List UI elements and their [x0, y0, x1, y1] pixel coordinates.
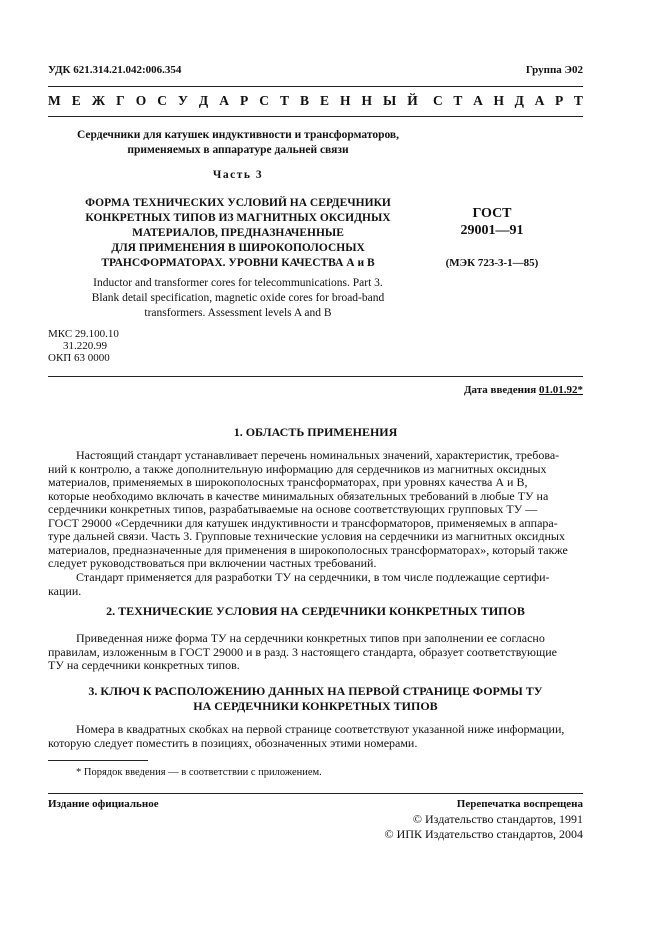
paragraph-line: Настоящий стандарт устанавливает перечень номинальных значений, характеристик, требова- [76, 448, 560, 462]
english-title [48, 276, 428, 321]
gost-number: 29001—91 [460, 223, 524, 238]
english-title-line: Blank detail specification, magnetic oxide cores for broad-band [91, 292, 385, 304]
subtitle-line-2: применяемых в аппаратуре дальней связи [127, 144, 349, 156]
footer-rule [48, 793, 583, 794]
title-line: КОНКРЕТНЫХ ТИПОВ ИЗ МАГНИТНЫХ ОКСИДНЫХ [85, 212, 391, 224]
paragraph-line: которую следует поместить в позициях, обозначенных этими номерами. [48, 735, 418, 750]
paragraph-line: правилам, изложенным в ГОСТ 29000 и в разд. 3 настоящего стандарта, образует соответствующие [48, 644, 557, 659]
section-3-title-line-2: НА СЕРДЕЧНИКИ КОНКРЕТНЫХ ТИПОВ [193, 699, 438, 713]
english-title-line: transformers. Assessment levels A and B [144, 307, 332, 319]
subtitle-line-1: Сердечники для катушек индуктивности и трансформаторов, [76, 129, 400, 141]
gost-designation [432, 205, 552, 239]
paragraph-line: ТУ на сердечники конкретных типов. [48, 658, 240, 672]
title-line: МАТЕРИАЛОВ, ПРЕДНАЗНАЧЕННЫЕ [132, 227, 344, 239]
document-title [48, 196, 428, 271]
standard-banner [48, 93, 583, 109]
section-1-title: 1. ОБЛАСТЬ ПРИМЕНЕНИЯ [233, 425, 398, 439]
mks-code-2: 31.220.99 [63, 340, 107, 352]
mks-code: МКС 29.100.10 [48, 328, 119, 340]
section-2-title: 2. ТЕХНИЧЕСКИЕ УСЛОВИЯ НА СЕРДЕЧНИКИ КОНКРЕТНЫХ ТИПОВ [106, 604, 525, 618]
reprint-notice: Перепечатка воспрещена [456, 798, 583, 810]
paragraph-line: материалов, предназначенные для применения в широкополосных трансформаторах», который также [48, 542, 568, 557]
paragraph-line: ГОСТ 29000 «Сердечники для катушек индуктивности и трансформаторов, применяемых в аппара- [48, 515, 558, 530]
section-3-title [48, 684, 583, 714]
okp-code: ОКП 63 0000 [48, 352, 110, 364]
section-2-paragraph [48, 632, 583, 673]
copyright-line-1: © Издательство стандартов, 1991 [412, 812, 583, 826]
group-code: Группа Э02 [525, 64, 583, 76]
classification-codes [48, 328, 119, 364]
iec-reference: (МЭК 723-3-1—85) [445, 257, 539, 269]
gost-label: ГОСТ [472, 206, 512, 221]
title-line: ТРАНСФОРМАТОРАХ. УРОВНИ КАЧЕСТВА А и В [101, 257, 375, 269]
paragraph-line: Стандарт применяется для разработки ТУ на сердечники, в том числе подлежащие сертифи- [76, 570, 550, 584]
paragraph-line: туре дальней связи. Часть 3. Групповые технические условия на сердечники из магнитных оксидных [48, 529, 565, 543]
paragraph-line: Номера в квадратных скобках на первой странице соответствуют указанной ниже информации, [76, 722, 565, 736]
top-rule [48, 86, 583, 87]
footnote: * Порядок введения — в соответствии с приложением. [76, 767, 322, 778]
title-line: ФОРМА ТЕХНИЧЕСКИХ УСЛОВИЙ НА СЕРДЕЧНИКИ [85, 197, 391, 209]
paragraph-line: кации. [48, 583, 82, 598]
official-edition: Издание официальное [48, 798, 159, 810]
section-3-paragraph [48, 723, 583, 750]
paragraph-line: следует руководствоваться при включении частных требований. [48, 556, 377, 570]
paragraph-line: которые необходимо включать в качестве минимальных обязательных требований в любые ТУ на [48, 488, 549, 503]
copyright-block [385, 812, 583, 842]
footnote-rule [48, 760, 148, 761]
paragraph-line: ний к контролю, а также дополнительную информацию для сердечников из магнитных оксидных [48, 461, 547, 476]
paragraph-line: Приведенная ниже форма ТУ на сердечники конкретных типов при заполнении ее согласно [76, 631, 545, 645]
section-1-paragraph [48, 449, 583, 571]
paragraph-line: сердечники конкретных типов, разрабатываемые на основе соответствующих групповых ТУ — [48, 502, 538, 516]
section-3-title-line-1: 3. КЛЮЧ К РАСПОЛОЖЕНИЮ ДАННЫХ НА ПЕРВОЙ СТРАНИЦЕ ФОРМЫ ТУ [88, 684, 543, 698]
copyright-line-2: © ИПК Издательство стандартов, 2004 [384, 827, 583, 841]
date-rule [48, 376, 583, 377]
paragraph-line: материалов, применяемых в широкополосных трансформаторах, при уровнях качества А и В, [48, 475, 528, 489]
banner-word: М Е Ж Г О С У Д А Р С Т В Е Н Н Ы Й [48, 93, 418, 108]
udk-code: УДК 621.314.21.042:006.354 [48, 64, 182, 76]
introduction-date [464, 384, 583, 396]
series-subtitle [48, 128, 428, 158]
title-line: ДЛЯ ПРИМЕНЕНИЯ В ШИРОКОПОЛОСНЫХ [111, 242, 365, 254]
part-label: Часть 3 [212, 169, 264, 181]
section-1-paragraph-2 [48, 571, 583, 598]
date-value: 01.01.92* [539, 384, 583, 396]
banner-rule [48, 116, 583, 117]
date-label: Дата введения [463, 384, 537, 396]
english-title-line: Inductor and transformer cores for telecommunications. Part 3. [93, 277, 383, 289]
banner-word: С Т А Н Д А Р Т [433, 93, 583, 108]
